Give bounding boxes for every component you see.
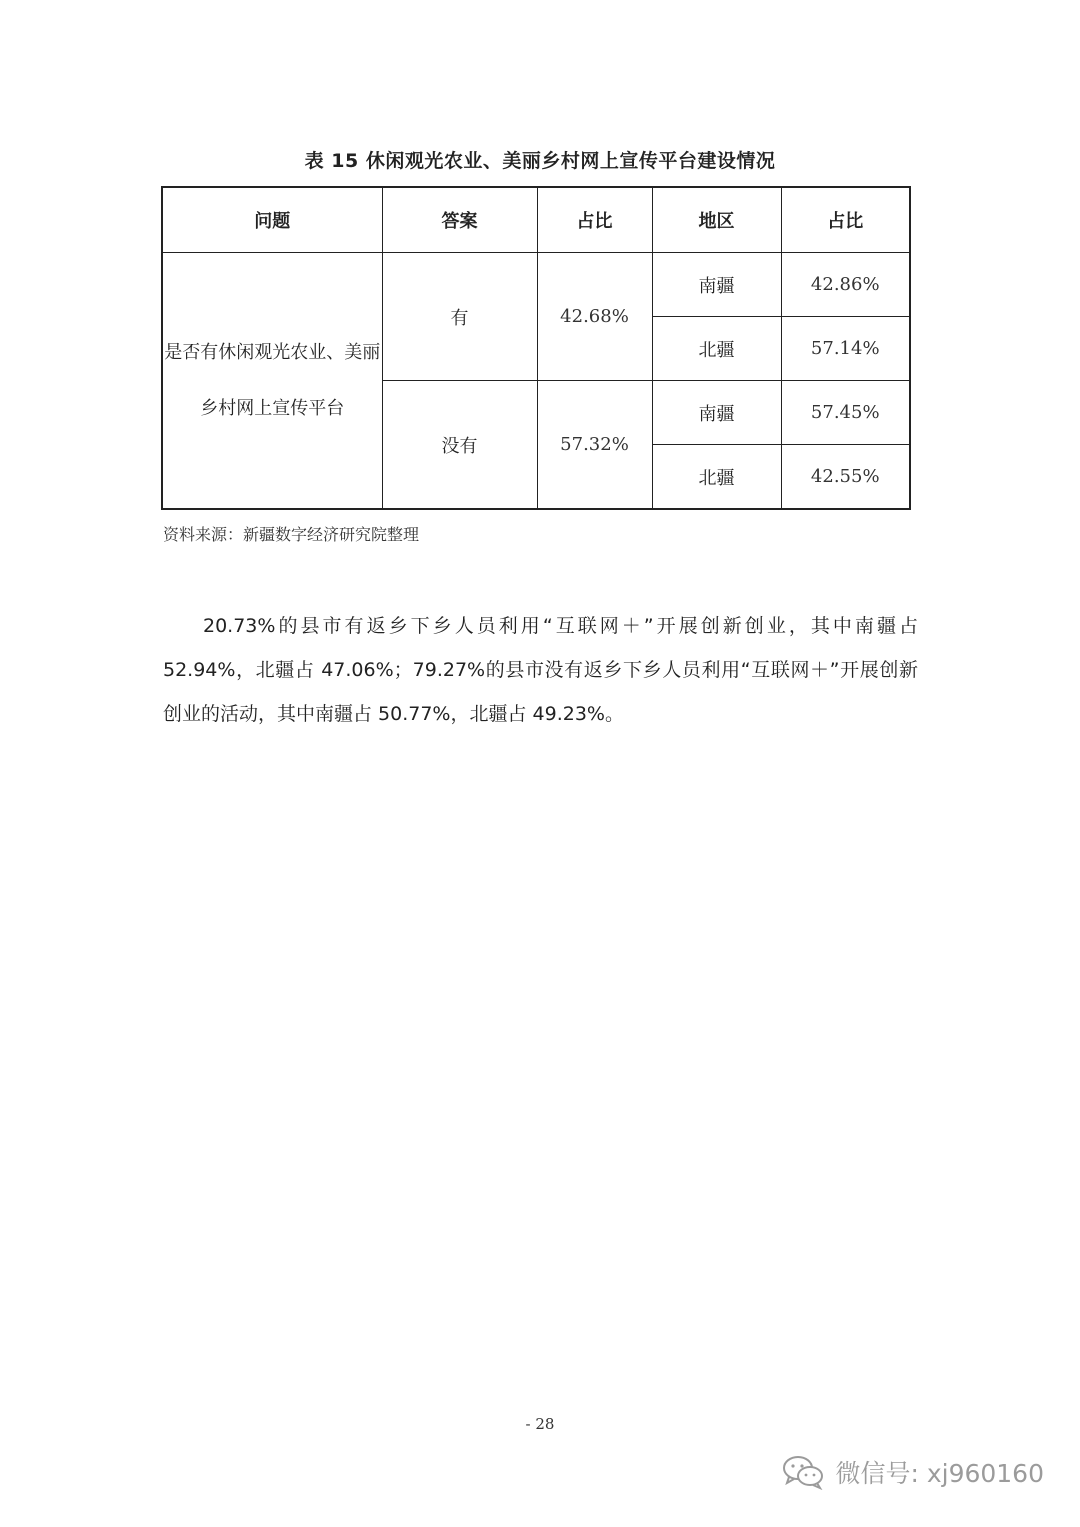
header-question: 问题 — [162, 187, 382, 253]
table-header-row — [162, 187, 910, 253]
data-table — [161, 186, 911, 510]
region-ratio-cell: 42.86% — [781, 253, 910, 317]
table-title: 表 15 休闲观光农业、美丽乡村网上宣传平台建设情况 — [304, 150, 776, 172]
answer-ratio-cell: 42.68% — [537, 253, 652, 381]
page-number: - 28 — [525, 1415, 555, 1433]
region-cell: 南疆 — [652, 253, 781, 317]
region-cell: 南疆 — [652, 381, 781, 445]
header-answer: 答案 — [382, 187, 537, 253]
header-region-ratio: 占比 — [781, 187, 910, 253]
header-ratio: 占比 — [537, 187, 652, 253]
table-row — [162, 253, 910, 317]
region-ratio-cell: 42.55% — [781, 445, 910, 510]
watermark-text: 微信号: xj960160 — [835, 1459, 1044, 1488]
header-region: 地区 — [652, 187, 781, 253]
region-ratio-cell: 57.14% — [781, 317, 910, 381]
question-cell: 是否有休闲观光农业、美丽乡村网上宣传平台 — [162, 253, 382, 510]
region-ratio-cell: 57.45% — [781, 381, 910, 445]
answer-cell: 没有 — [382, 381, 537, 510]
wechat-icon — [781, 1454, 825, 1490]
region-cell: 北疆 — [652, 445, 781, 510]
region-cell: 北疆 — [652, 317, 781, 381]
watermark — [781, 1454, 1044, 1490]
source-note: 资料来源：新疆数字经济研究院整理 — [163, 525, 420, 544]
body-paragraph: 20.73%的县市有返乡下乡人员利用“互联网＋”开展创新创业，其中南疆占52.94%，北疆占 47.06%；79.27%的县市没有返乡下乡人员利用“互联网＋”开展创新创业的活动，其中南疆占 50.77%，北疆占 49.23%。 — [163, 615, 918, 725]
answer-cell: 有 — [382, 253, 537, 381]
answer-ratio-cell: 57.32% — [537, 381, 652, 510]
